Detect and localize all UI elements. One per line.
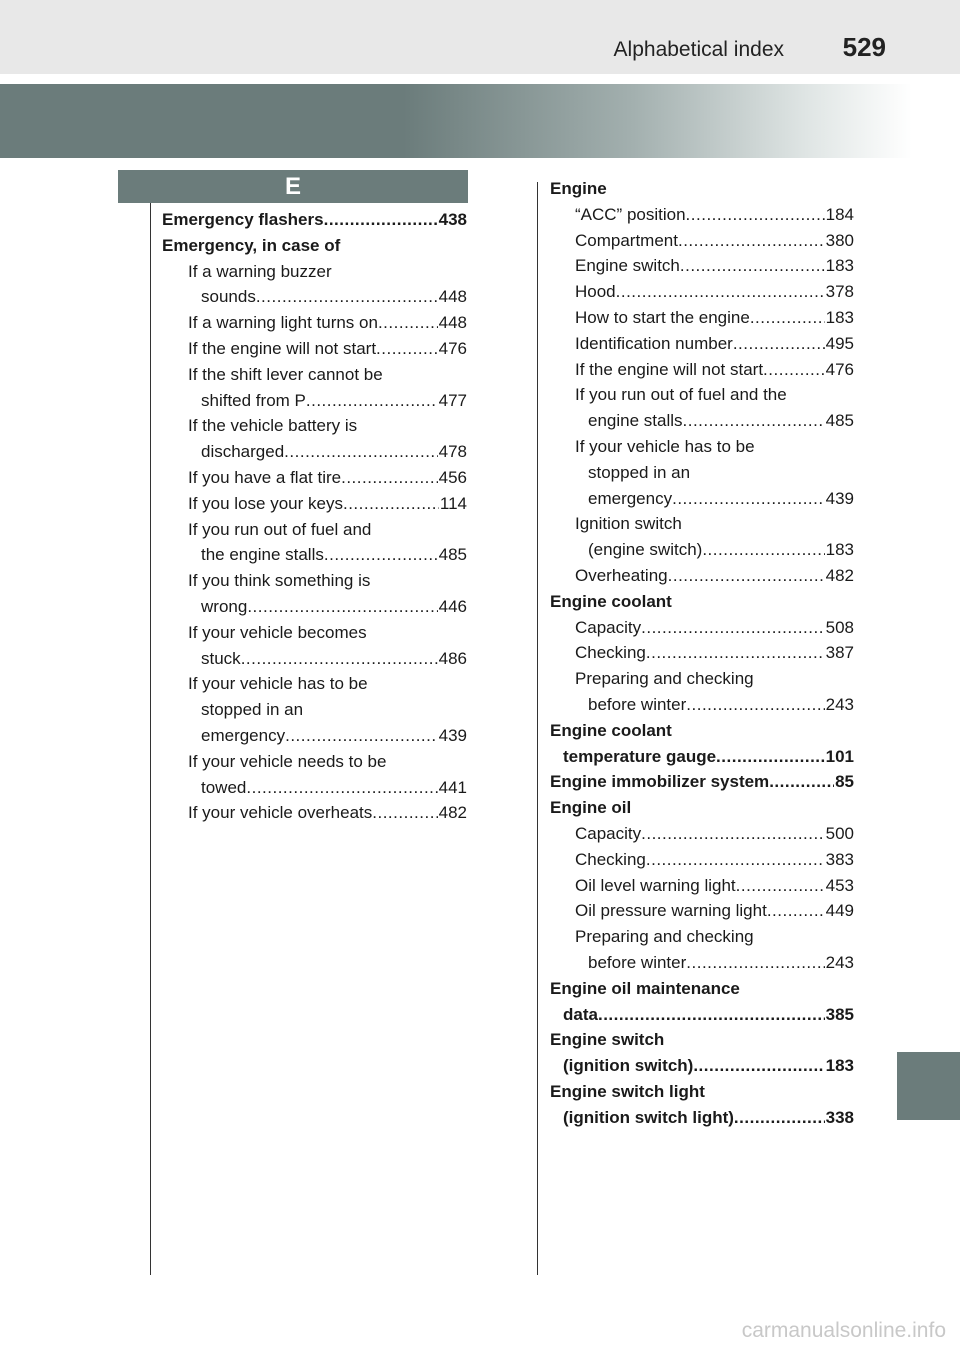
index-entry-label: Engine switch: [575, 256, 680, 276]
left-column-rule: [150, 203, 151, 1275]
index-entry-page[interactable]: 482: [825, 565, 854, 585]
dot-leader: [716, 744, 825, 770]
dot-leader: [733, 331, 825, 357]
index-entry: [550, 976, 854, 1002]
index-entry-label: If you lose your keys: [188, 493, 343, 513]
index-entry-label: If your vehicle overheats: [188, 803, 373, 823]
index-entry-label: Engine oil maintenance: [550, 978, 740, 998]
index-entry-label: stopped in an: [201, 700, 304, 720]
index-entry[interactable]: [550, 537, 854, 563]
index-entry[interactable]: [162, 491, 467, 517]
index-entry-page[interactable]: 486: [438, 648, 467, 668]
dot-leader: [686, 692, 824, 718]
dot-leader: [680, 253, 825, 279]
index-entry-label: Engine coolant: [550, 591, 672, 611]
index-entry[interactable]: [550, 821, 854, 847]
index-entry[interactable]: [162, 207, 467, 233]
index-entry-label: (ignition switch light): [563, 1107, 734, 1127]
index-entry-label: If the engine will not start: [188, 338, 377, 358]
index-entry: [550, 382, 854, 408]
index-entry-label: If your vehicle needs to be: [188, 751, 387, 771]
index-entry-page[interactable]: 439: [438, 725, 467, 745]
index-entry-label: Ignition switch: [575, 514, 682, 534]
index-entry-label: Overheating: [575, 565, 668, 585]
index-entry-label: data: [563, 1004, 598, 1024]
dot-leader: [750, 305, 825, 331]
index-entry[interactable]: [550, 228, 854, 254]
index-entry[interactable]: [550, 563, 854, 589]
dot-leader: [668, 563, 825, 589]
dot-leader: [372, 800, 437, 826]
index-entry-label: sounds: [201, 287, 256, 307]
index-entry-label: If the engine will not start: [575, 359, 764, 379]
dot-leader: [672, 486, 825, 512]
index-entry-label: Oil level warning light: [575, 875, 736, 895]
dot-leader: [693, 1053, 824, 1079]
index-entry: [550, 1079, 854, 1105]
dot-leader: [769, 769, 834, 795]
index-entry-label: wrong: [201, 596, 248, 616]
dot-leader: [341, 465, 438, 491]
index-entry: [550, 511, 854, 537]
page-title: Alphabetical index: [613, 38, 784, 61]
dot-leader: [376, 336, 438, 362]
dot-leader: [343, 491, 439, 517]
index-entry: [550, 176, 854, 202]
index-entry-label: Capacity: [575, 617, 642, 637]
index-entry-label: Capacity: [575, 823, 642, 843]
index-entry: [162, 517, 467, 543]
index-entry[interactable]: [162, 646, 467, 672]
index-entry[interactable]: [162, 439, 467, 465]
index-entry: [162, 697, 467, 723]
dot-leader: [646, 847, 825, 873]
index-entry-page[interactable]: 243: [825, 952, 854, 972]
index-entry-page[interactable]: 338: [825, 1107, 854, 1127]
index-entry-page[interactable]: 476: [825, 359, 854, 379]
header-strip: [0, 0, 960, 74]
index-entry[interactable]: [550, 898, 854, 924]
index-entry: [162, 671, 467, 697]
index-entry-page[interactable]: 183: [825, 1056, 854, 1076]
index-entry-label: Oil pressure warning light: [575, 901, 767, 921]
index-entry-label: (engine switch): [588, 540, 703, 560]
index-entry-page[interactable]: 448: [438, 313, 467, 333]
dot-leader: [324, 542, 438, 568]
index-entry[interactable]: [162, 594, 467, 620]
index-entry[interactable]: [162, 284, 467, 310]
index-entry[interactable]: [550, 1053, 854, 1079]
index-entry-label: Engine coolant: [550, 720, 672, 740]
page-number: 529: [842, 32, 886, 62]
dot-leader: [678, 228, 825, 254]
dot-leader: [763, 357, 825, 383]
index-entry: [550, 1027, 854, 1053]
index-entry[interactable]: [550, 769, 854, 795]
index-entry-label: If you run out of fuel and the: [575, 385, 787, 405]
index-entry-label: Engine switch light: [550, 1081, 705, 1101]
index-entry: [550, 434, 854, 460]
dot-leader: [683, 408, 825, 434]
index-entry-page[interactable]: 183: [825, 256, 854, 276]
index-entry-page[interactable]: 380: [825, 230, 854, 250]
section-letter-header: E: [118, 170, 468, 203]
dot-leader: [686, 202, 825, 228]
index-entry-label: Emergency flashers: [162, 210, 324, 229]
index-entry-page[interactable]: 183: [825, 540, 854, 560]
index-entry-label: Preparing and checking: [575, 669, 754, 689]
index-entry-page[interactable]: 387: [825, 643, 854, 663]
index-entry[interactable]: [550, 1002, 854, 1028]
index-entry-label: Hood: [575, 282, 616, 302]
index-entry[interactable]: [162, 800, 467, 826]
index-entry-label: emergency: [588, 488, 673, 508]
index-entry: [162, 620, 467, 646]
index-entry[interactable]: [550, 1105, 854, 1131]
index-entry[interactable]: [550, 279, 854, 305]
index-entry: [162, 233, 467, 259]
index-entry-label: before winter: [588, 952, 687, 972]
index-entry: [550, 460, 854, 486]
index-entry[interactable]: [550, 873, 854, 899]
index-entry[interactable]: [550, 640, 854, 666]
index-entry-label: stopped in an: [588, 462, 691, 482]
dot-leader: [646, 640, 825, 666]
index-entry[interactable]: [550, 692, 854, 718]
index-entry[interactable]: [550, 847, 854, 873]
right-column-rule: [537, 182, 538, 1275]
index-entry[interactable]: [162, 336, 467, 362]
index-entry[interactable]: [162, 465, 467, 491]
index-entry-label: If a warning light turns on: [188, 313, 378, 333]
index-column-right: [550, 176, 854, 1130]
dot-leader: [736, 873, 825, 899]
index-entry: [550, 589, 854, 615]
index-entry-page[interactable]: 85: [835, 772, 854, 792]
index-entry-label: Compartment: [575, 230, 678, 250]
dot-leader: [246, 775, 437, 801]
index-column-left: [162, 207, 467, 826]
index-entry-label: If you have a flat tire: [188, 467, 342, 487]
index-entry-page[interactable]: 243: [825, 694, 854, 714]
index-entry[interactable]: [550, 202, 854, 228]
index-entry-page[interactable]: 453: [825, 875, 854, 895]
index-entry-label: If your vehicle becomes: [188, 622, 367, 642]
index-entry-label: If you run out of fuel and: [188, 519, 372, 539]
dot-leader: [686, 950, 824, 976]
dot-leader: [641, 821, 824, 847]
chapter-tab[interactable]: [897, 1052, 960, 1120]
index-entry-label: Checking: [575, 643, 646, 663]
index-entry-label: Engine oil: [550, 798, 632, 818]
index-entry: [162, 413, 467, 439]
dot-leader: [702, 537, 824, 563]
dot-leader: [324, 207, 438, 233]
dot-leader: [306, 388, 438, 414]
index-entry-label: If a warning buzzer: [188, 261, 332, 281]
dot-leader: [378, 310, 438, 336]
index-entry-label: If your vehicle has to be: [188, 674, 368, 694]
index-entry-page[interactable]: 438: [438, 210, 467, 229]
index-entry-label: before winter: [588, 694, 687, 714]
index-entry: [550, 924, 854, 950]
index-entry-label: Engine switch: [550, 1030, 665, 1050]
index-entry-label: Emergency, in case of: [162, 235, 341, 255]
index-entry: [550, 718, 854, 744]
index-entry-label: Engine immobilizer system: [550, 772, 770, 792]
index-entry-page[interactable]: 183: [825, 307, 854, 327]
index-entry: [550, 795, 854, 821]
index-entry: [162, 568, 467, 594]
dot-leader: [598, 1002, 825, 1028]
index-entry-page[interactable]: 448: [438, 287, 467, 307]
index-entry-page[interactable]: 456: [438, 467, 467, 487]
dot-leader: [767, 898, 825, 924]
index-entry-page[interactable]: 508: [825, 617, 854, 637]
index-entry-page[interactable]: 476: [438, 338, 467, 358]
index-entry[interactable]: [162, 542, 467, 568]
index-entry-label: shifted from P: [201, 390, 306, 410]
dot-leader: [247, 594, 437, 620]
dot-leader: [616, 279, 825, 305]
index-entry-page[interactable]: 446: [438, 596, 467, 616]
index-entry-page[interactable]: 500: [825, 823, 854, 843]
index-entry-label: engine stalls: [588, 411, 683, 431]
index-entry-page[interactable]: 485: [438, 545, 467, 565]
dot-leader: [256, 284, 438, 310]
index-entry-page[interactable]: 439: [825, 488, 854, 508]
index-entry: [550, 666, 854, 692]
index-entry[interactable]: [162, 723, 467, 749]
dot-leader: [285, 723, 438, 749]
dot-leader: [284, 439, 437, 465]
index-entry[interactable]: [550, 357, 854, 383]
index-entry[interactable]: [162, 310, 467, 336]
index-entry-label: emergency: [201, 725, 286, 745]
index-entry[interactable]: [550, 408, 854, 434]
index-entry-page[interactable]: 449: [825, 901, 854, 921]
index-entry[interactable]: [550, 744, 854, 770]
dot-leader: [734, 1105, 825, 1131]
index-entry-label: If you think something is: [188, 571, 371, 591]
index-entry-page[interactable]: 478: [438, 442, 467, 462]
index-entry[interactable]: [550, 486, 854, 512]
index-entry-page[interactable]: 477: [438, 390, 467, 410]
dot-leader: [641, 615, 824, 641]
index-entry: [162, 362, 467, 388]
index-entry: [162, 749, 467, 775]
index-entry[interactable]: [550, 305, 854, 331]
index-entry-page[interactable]: 378: [825, 282, 854, 302]
index-entry-label: “ACC” position: [575, 204, 686, 224]
index-entry-page[interactable]: 184: [825, 204, 854, 224]
index-entry-label: (ignition switch): [563, 1056, 694, 1076]
index-entry-page[interactable]: 441: [438, 777, 467, 797]
index-entry-label: If the vehicle battery is: [188, 416, 358, 436]
index-entry-label: temperature gauge: [563, 746, 717, 766]
index-entry-page[interactable]: 482: [438, 803, 467, 823]
index-entry[interactable]: [550, 331, 854, 357]
index-entry-label: How to start the engine: [575, 307, 750, 327]
index-entry[interactable]: [162, 775, 467, 801]
index-entry-label: Engine: [550, 179, 607, 198]
index-entry-page[interactable]: 385: [825, 1004, 854, 1024]
header-band: [0, 84, 960, 158]
index-entry-page[interactable]: 114: [439, 493, 467, 513]
index-entry-page[interactable]: 383: [825, 849, 854, 869]
dot-leader: [241, 646, 438, 672]
index-entry[interactable]: [550, 253, 854, 279]
index-entry-page[interactable]: 495: [825, 333, 854, 353]
index-entry-label: Preparing and checking: [575, 927, 754, 947]
index-entry-label: Checking: [575, 849, 646, 869]
index-entry[interactable]: [550, 615, 854, 641]
index-entry-label: the engine stalls: [201, 545, 324, 565]
index-entry[interactable]: [162, 388, 467, 414]
index-entry-page[interactable]: 101: [825, 746, 854, 766]
index-entry-label: If your vehicle has to be: [575, 436, 755, 456]
index-entry-page[interactable]: 485: [825, 411, 854, 431]
index-entry-label: If the shift lever cannot be: [188, 364, 383, 384]
index-entry: [162, 259, 467, 285]
index-entry-label: towed: [201, 777, 247, 797]
index-entry[interactable]: [550, 950, 854, 976]
index-entry-label: stuck: [201, 648, 241, 668]
index-entry-label: Identification number: [575, 333, 733, 353]
index-entry-label: discharged: [201, 442, 285, 462]
watermark: carmanualsonline.info: [741, 1319, 946, 1342]
